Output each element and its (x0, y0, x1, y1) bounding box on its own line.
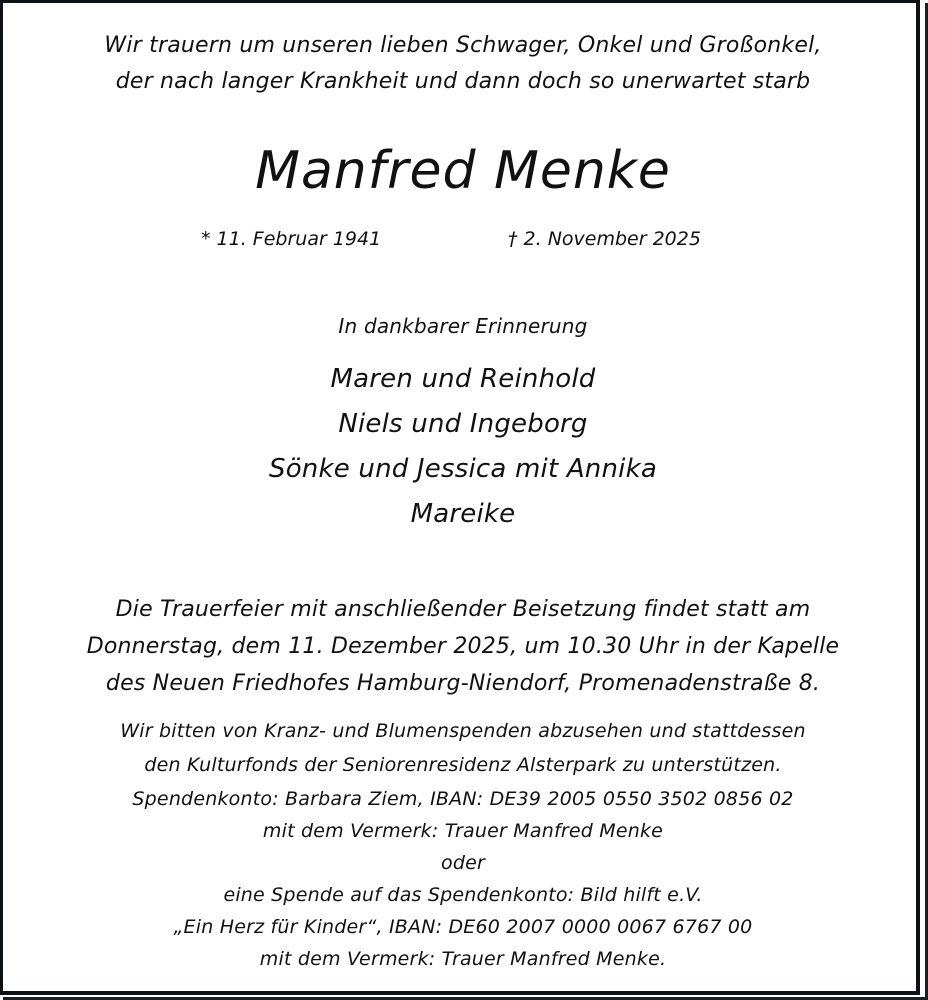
service-line-3: des Neuen Friedhofes Hamburg-Niendorf, Promenadenstraße 8. (105, 671, 821, 696)
donation-line-2: den Kulturfonds der Seniorenresidenz Alsterpark zu unterstützen. (144, 754, 782, 776)
intro-line-2: der nach langer Krankheit und dann doch so unerwartet starb (115, 69, 811, 94)
service-line-1: Die Trauerfeier mit anschließender Beisetzung findet statt am (115, 597, 811, 622)
mourner-4: Mareike (410, 499, 516, 529)
donation-line-6: eine Spende auf das Spendenkonto: Bild hilft e.V. (223, 884, 703, 906)
mourner-3: Sönke und Jessica mit Annika (269, 454, 657, 484)
donation-line-8: mit dem Vermerk: Trauer Manfred Menke. (259, 948, 667, 970)
mourner-2: Niels und Ingeborg (338, 409, 588, 439)
deceased-name: Manfred Menke (255, 141, 671, 201)
intro-line-1: Wir trauern um unseren lieben Schwager, Onkel und Großonkel, (104, 33, 822, 58)
mourner-1: Maren und Reinhold (330, 364, 596, 394)
service-line-2: Donnerstag, dem 11. Dezember 2025, um 10.30 Uhr in der Kapelle (86, 634, 840, 659)
donation-line-7: „Ein Herz für Kinder“, IBAN: DE60 2007 0000 0067 6767 00 (173, 916, 753, 938)
donation-line-5: oder (441, 852, 485, 874)
birth-date: * 11. Februar 1941 (201, 228, 382, 250)
death-date: † 2. November 2025 (508, 228, 701, 250)
donation-line-1: Wir bitten von Kranz- und Blumenspenden abzusehen und stattdessen (120, 720, 806, 742)
donation-line-4: mit dem Vermerk: Trauer Manfred Menke (262, 820, 664, 842)
donation-line-3: Spendenkonto: Barbara Ziem, IBAN: DE39 2005 0550 3502 0856 02 (132, 788, 794, 810)
memory-heading: In dankbarer Erinnerung (338, 314, 588, 338)
